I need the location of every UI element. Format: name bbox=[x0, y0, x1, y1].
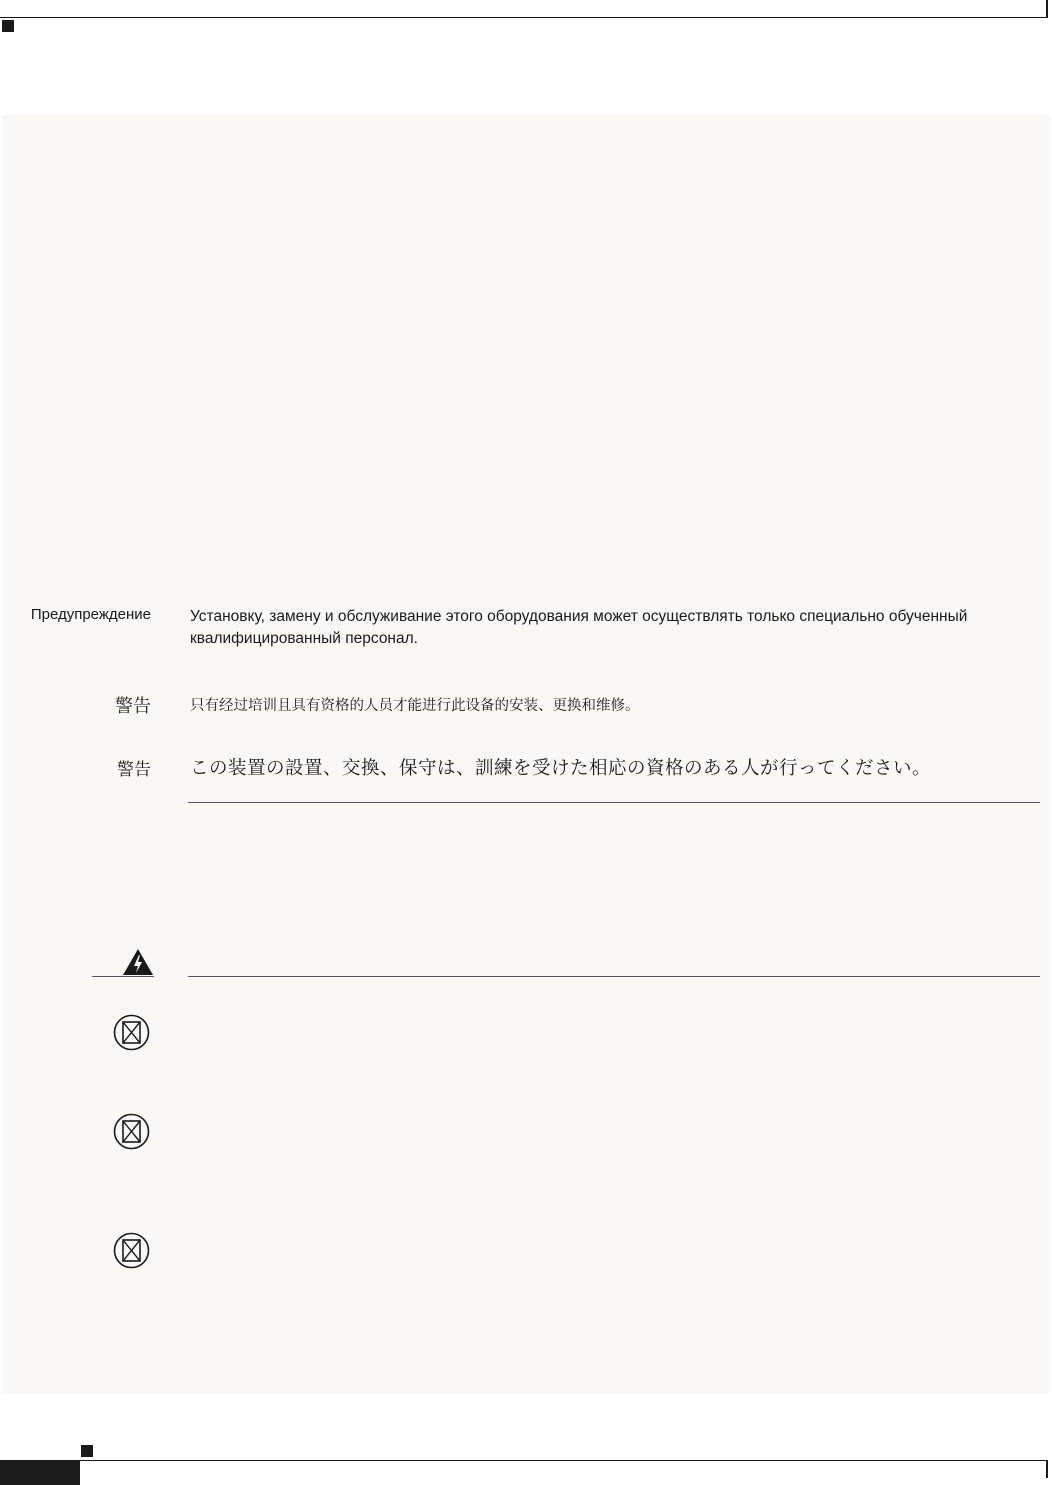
boxed-x-icon bbox=[113, 1014, 150, 1051]
warning-label-japanese: 警告 bbox=[117, 760, 151, 779]
lightning-warning-icon bbox=[121, 947, 155, 977]
bottom-rule bbox=[80, 1460, 1046, 1461]
footer-marker bbox=[81, 1445, 93, 1457]
footer-page-tab bbox=[0, 1460, 80, 1485]
warning-text-japanese: この装置の設置、交換、保守は、訓練を受けた相応の資格のある人が行ってください。 bbox=[190, 757, 932, 778]
boxed-x-icon bbox=[113, 1232, 150, 1269]
warning-text-chinese: 只有经过培训且具有资格的人员才能进行此设备的安装、更换和维修。 bbox=[190, 698, 640, 714]
bottom-right-tick bbox=[1046, 1460, 1048, 1478]
warning-icon-rule bbox=[92, 976, 154, 977]
top-rule bbox=[0, 17, 1046, 18]
boxed-x-icon bbox=[113, 1113, 150, 1150]
warning-label-chinese: 警告 bbox=[115, 696, 151, 716]
warning-text-russian: Установку, замену и обслуживание этого оборудования может осуществлять только специально обученный квалифицированный персонал. bbox=[190, 608, 968, 647]
top-right-tick bbox=[1046, 0, 1048, 18]
warning-divider bbox=[188, 976, 1040, 977]
header-marker bbox=[2, 20, 14, 32]
warning-label-russian: Предупреждение bbox=[30, 606, 151, 623]
section-divider bbox=[188, 802, 1040, 803]
